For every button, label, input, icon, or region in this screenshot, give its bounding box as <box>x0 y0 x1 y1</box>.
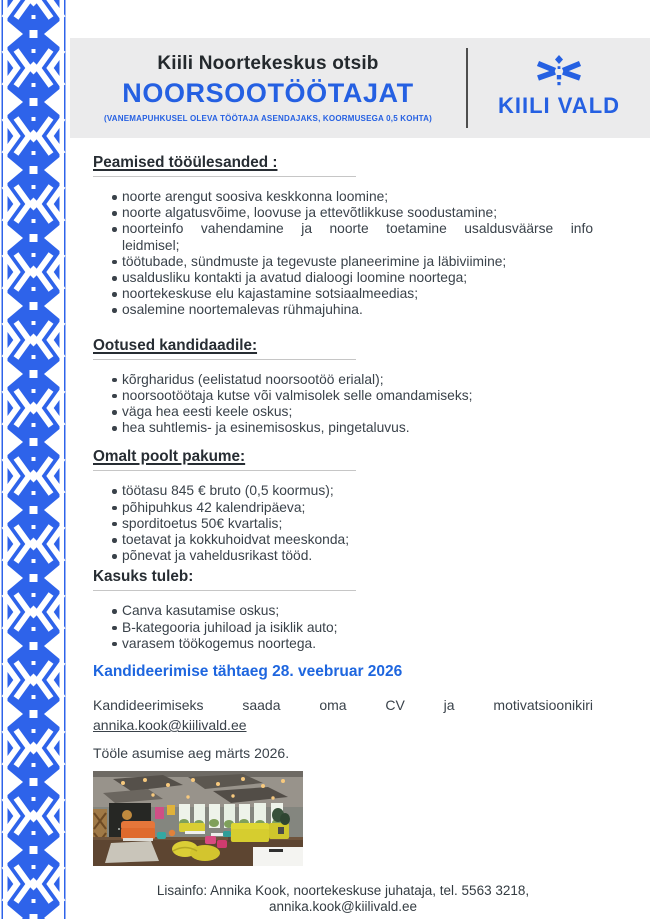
subtitle: (VANEMAPUHKUSEL OLEVA TÖÖTAJA ASENDAJAKS, KOORMUSEGA 0,5 KOHTA) <box>103 114 433 123</box>
apply-paragraph <box>93 695 593 735</box>
page-title: NOORSOOTÖÖTAJAT <box>122 78 414 108</box>
list-item: väga hea eesti keele oskus; <box>93 404 593 420</box>
footer-email: annika.kook@kiilivald.ee <box>268 898 418 914</box>
main-text <box>93 154 593 914</box>
list-item: osalemine noortemalevas rühmajuhina. <box>93 302 593 318</box>
list-item: noortekeskuse elu kajastamine sotsiaalmeedias; <box>93 286 593 302</box>
list-item: noorteinfo vahendamine ja noorte toetamine usaldusväärse info leidmisel; <box>93 221 593 253</box>
list-item: põhipuhkus 42 kalendripäeva; <box>93 500 593 516</box>
list-item: varasem töökogemus noortega. <box>93 636 593 652</box>
section-heading-tasks: Peamised tööülesanded : <box>93 154 356 177</box>
footer-contact <box>93 883 593 914</box>
application-deadline: Kandideerimise tähtaeg 28. veebruar 2026 <box>93 663 403 681</box>
list-item: B-kategooria juhiload ja isiklik auto; <box>93 620 593 636</box>
list-item: Canva kasutamise oskus; <box>93 603 593 619</box>
list-item: noorte algatusvõime, loovuse ja ettevõtlikkuse soodustamine; <box>93 205 593 221</box>
list-item: töötasu 845 € bruto (0,5 koormus); <box>93 483 593 499</box>
list-item: usaldusliku kontakti ja avatud dialoogi loomine noortega; <box>93 270 593 286</box>
start-date: Tööle asumise aeg märts 2026. <box>93 745 290 762</box>
offer-list <box>93 483 593 564</box>
list-item: põnevat ja vaheldusrikast tööd. <box>93 548 593 564</box>
list-item: sporditoetus 50€ kvartalis; <box>93 516 593 532</box>
list-item: noorsootöötaja kutse või valmisolek selle omandamiseks; <box>93 388 593 404</box>
list-item: toetavat ja kokkuhoidvat meeskonda; <box>93 532 593 548</box>
tasks-list <box>93 189 593 319</box>
list-item: noorte arengut soosiva keskkonna loomine; <box>93 189 593 205</box>
section-heading-advantage: Kasuks tuleb: <box>93 568 356 591</box>
pretitle: Kiili Noortekeskus otsib <box>157 53 379 74</box>
logo-block <box>468 38 650 138</box>
list-item: hea suhtlemis- ja esinemisoskus, pingetaluvus. <box>93 420 593 436</box>
logo-text: KIILI VALD <box>497 93 621 118</box>
youth-center-photo <box>93 771 303 866</box>
list-item: töötubade, sündmuste ja tegevuste planeerimine ja läbiviimine; <box>93 254 593 270</box>
page-content <box>70 38 650 914</box>
footer-line1: Lisainfo: Annika Kook, noortekeskuse juhataja, tel. 5563 3218, <box>156 883 530 899</box>
section-heading-offer: Omalt poolt pakume: <box>93 448 356 471</box>
list-item: kõrgharidus (eelistatud noorsootöö erialal); <box>93 372 593 388</box>
advantage-list <box>93 603 593 652</box>
apply-text: Kandideerimiseks saada oma CV ja motivatsioonikiri <box>93 697 593 714</box>
folk-pattern-border <box>0 0 67 919</box>
expectations-list <box>93 372 593 437</box>
header <box>70 38 650 138</box>
dragonfly-icon <box>536 55 582 89</box>
section-heading-expectations: Ootused kandidaadile: <box>93 337 356 360</box>
header-titles <box>70 38 466 138</box>
email-link[interactable]: annika.kook@kiilivald.ee <box>93 717 247 734</box>
